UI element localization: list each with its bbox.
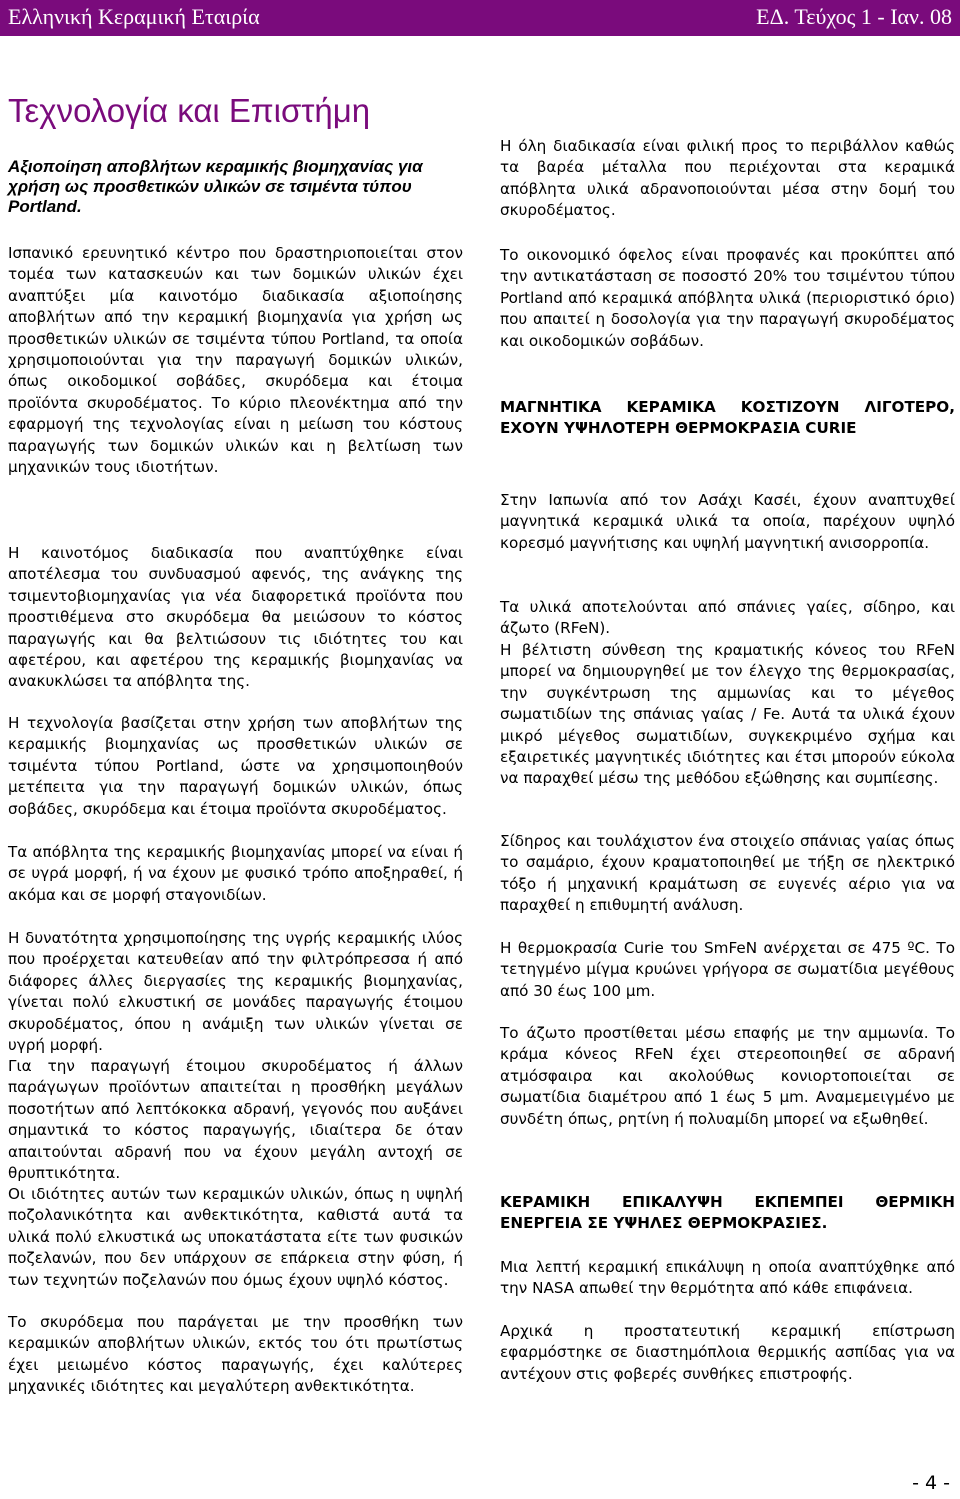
paragraph: Η όλη διαδικασία είναι φιλική προς το περιβάλλον καθώς τα βαρέα μέταλλα που περιέχονται στα κεραμικά απόβλητα υλικά αδρανοποιούνται μέσα στην δομή του σκυροδέματος. (500, 137, 955, 220)
paragraph: Ισπανικό ερευνητικό κέντρο που δραστηριοποιείται στον τομέα των κατασκευών και των δομικών υλικών έχει αναπτύξει μία καινοτόμο διαδικασία αξιοποίησης αποβλήτων από την κεραμική βιομηχανία για χρήση ως προσθετικών υλικών σε τσιμέντα τύπου Portland, τα οποία χρησιμοποιούνται για την παραγωγή δομικών υλικών, όπως οικοδομικοί σοβάδες, σκυρόδεμα και έτοιμα προϊόντα σκυροδέματος. Το κύριο πλεονέκτημα από την εφαρμογή της τεχνολογίας είναι η μείωση του κόστους παραγωγής των δομικών υλικών και η βελτίωση των μηχανικών τους ιδιοτήτων. (8, 244, 463, 477)
paragraph: Η βέλτιστη σύνθεση της κραματικής κόνεος του RFeN μπορεί να δημιουργηθεί με τον έλεγχο της θερμοκρασίας, την συγκέντρωση της αμμωνίας και το μέγεθος σωματιδίων της σπάνιας γαίας / Fe. Αυτά τα υλικά έχουν μικρό μέγεθος σωματιδίων, συγκεκριμένο σχήμα και εξαιρετικές μαγνητικές ιδιότητες και έτσι μπορούν εύκολα να παραχθεί μέσω της μεθόδου εξώθησης και συμπίεσης. (500, 641, 955, 788)
page-number: - 4 - (912, 1472, 950, 1494)
paragraph: Αρχικά η προστατευτική κεραμική επίστρωση εφαρμόστηκε σε διαστημόπλοια θερμικής ασπίδας για να αντέχουν στις φοβερές συνθήκες επιστροφής. (500, 1322, 955, 1383)
section-title: Τεχνολογία και Επιστήμη (8, 92, 371, 129)
paragraph: Σίδηρος και τουλάχιστον ένα στοιχείο σπάνιας γαίας όπως το σαμάριο, έχουν κραματοποιηθεί με τήξη σε ηλεκτρικό τόξο ή μηχανική κραμάτωση σε ευγενές αέριο για να παραχθεί η επιθυμητή ανάλυση. (500, 832, 955, 915)
issue-label: ΕΔ. Τεύχος 1 - Ιαν. 08 (756, 4, 952, 29)
article-title: Αξιοποίηση αποβλήτων κεραμικής βιομηχανίας για χρήση ως προσθετικών υλικών σε τσιμέντα τύπου Portland. (8, 157, 423, 216)
paragraph: Το οικονομικό όφελος είναι προφανές και προκύπτει από την αντικατάσταση σε ποσοστό 20% του τσιμέντου τύπου Portland από κεραμικά απόβλητα υλικά (περιοριστικό όριο) που απαιτεί η δοσολογία για την παραγωγή σκυροδέματος και οικοδομικών σοβάδων. (500, 246, 955, 350)
subheading: ΜΑΓΝΗΤΙΚΑ ΚΕΡΑΜΙΚΑ ΚΟΣΤΙΖΟΥΝ ΛΙΓΟΤΕΡΟ, ΕΧΟΥΝ ΥΨΗΛΟΤΕΡΗ ΘΕΡΜΟΚΡΑΣΙΑ CURIE (500, 398, 955, 438)
paragraph: Οι ιδιότητες αυτών των κεραμικών υλικών, όπως η υψηλή ποζολανικότητα και ανθεκτικότητα, καθιστά αυτά τα υλικά πολύ ελκυστικά ως υποκατάστατα είτε των φυσικών ποζελανών, που δεν υπάρχουν σε επάρκεια στην φύση, ή των τεχνητών ποζελανών που όμως έχουν υψηλό κόστος. (8, 1185, 463, 1289)
journal-name: Ελληνική Κεραμική Εταιρία (8, 4, 260, 29)
paragraph: Για την παραγωγή έτοιμου σκυροδέματος ή άλλων παράγωγων προϊόντων απαιτείται η προσθήκη μεγάλων ποσοτήτων από λεπτόκοκκα αδρανή, γεγονός που αυξάνει σημαντικά το κόστος παραγωγής, ιδιαίτερα δε όταν απαιτούνται αδρανή που να έχουν μεγάλη αντοχή σε θρυπτικότητα. (8, 1057, 463, 1183)
subheading: ΚΕΡΑΜΙΚΗ ΕΠΙΚΑΛΥΨΗ ΕΚΠΕΜΠΕΙ ΘΕΡΜΙΚΗ ΕΝΕΡΓΕΙΑ ΣΕ ΥΨΗΛΕΣ ΘΕΡΜΟΚΡΑΣΙΕΣ. (500, 1193, 955, 1233)
paragraph: Το άζωτο προστίθεται μέσω επαφής με την αμμωνία. Το κράμα κόνεος RFeN έχει στερεοποιηθεί σε αδρανή ατμόσφαιρα και ακολούθως κονιορτοποιείται σε σωματίδια διαμέτρου από 1 έως 5 μm. Αναμεμειγμένο με συνδέτη όπως, ρητίνη ή πολυαμίδη μπορεί να εξωθηθεί. (500, 1024, 955, 1128)
paragraph: Τα απόβλητα της κεραμικής βιομηχανίας μπορεί να είναι ή σε υγρά μορφή, ή να έχουν με φυσικό τρόπο αποξηραθεί, ή ακόμα και σε μορφή σταγονιδίων. (8, 843, 463, 904)
paragraph: Τα υλικά αποτελούνται από σπάνιες γαίες, σίδηρο, και άζωτο (RFeN). (500, 598, 955, 638)
paragraph: Στην Ιαπωνία από τον Ασάχι Κασέι, έχουν αναπτυχθεί μαγνητικά κεραμικά υλικά τα οποία, παρέχουν υψηλό κορεσμό μαγνήτισης και υψηλή μαγνητική ανισορροπία. (500, 491, 955, 552)
paragraph: Η θερμοκρασία Curie του SmFeN ανέρχεται σε 475 ºC. Το τετηγμένο μίγμα κρυώνει γρήγορα σε σωματίδια μεγέθους από 30 έως 100 μm. (500, 939, 955, 1000)
paragraph: Η τεχνολογία βασίζεται στην χρήση των αποβλήτων της κεραμικής βιομηχανίας ως προσθετικών υλικών σε τσιμέντα τύπου Portland, ώστε να χρησιμοποιηθούν μετέπειτα για την παραγωγή δομικών υλικών, όπως σοβάδες, σκυρόδεμα και έτοιμα προϊόντα σκυροδέματος. (8, 714, 463, 818)
header-bar (0, 0, 960, 36)
paragraph: Το σκυρόδεμα που παράγεται με την προσθήκη των κεραμικών αποβλήτων υλικών, εκτός του ότι πρωτίστως έχει μειωμένο κόστος παραγωγής, έχει καλύτερες μηχανικές ιδιότητες και μεγαλύτερη ανθεκτικότητα. (8, 1313, 463, 1396)
paragraph: Η δυνατότητα χρησιμοποίησης της υγρής κεραμικής ιλύος που προέρχεται κατευθείαν από την φιλτρόπρεσσα ή από διάφορες άλλες διεργασίες της κεραμικής βιομηχανίας, γίνεται πολύ ελκυστική σε μονάδες παραγωγής έτοιμου σκυροδέματος, όπου η ανάμιξη των υλικών γίνεται σε υγρή μορφή. (8, 929, 463, 1055)
paragraph: Μια λεπτή κεραμική επικάλυψη η οποία αναπτύχθηκε από την NASA απωθεί την θερμότητα από κάθε επιφάνεια. (500, 1258, 955, 1298)
paragraph: Η καινοτόμος διαδικασία που αναπτύχθηκε είναι αποτέλεσμα του συνδυασμού αφενός, της ανάγκης της τσιμεντοβιομηχανίας για νέα διαφορετικά προϊόντα που προστιθέμενα στο σκυρόδεμα θα μειώσουν το κόστος παραγωγής και θα βελτιώσουν τις ιδιότητες του και αφετέρου, και αφετέρου της κεραμικής βιομηχανίας να ανακυκλώσει τα απόβλητα της. (8, 544, 463, 691)
